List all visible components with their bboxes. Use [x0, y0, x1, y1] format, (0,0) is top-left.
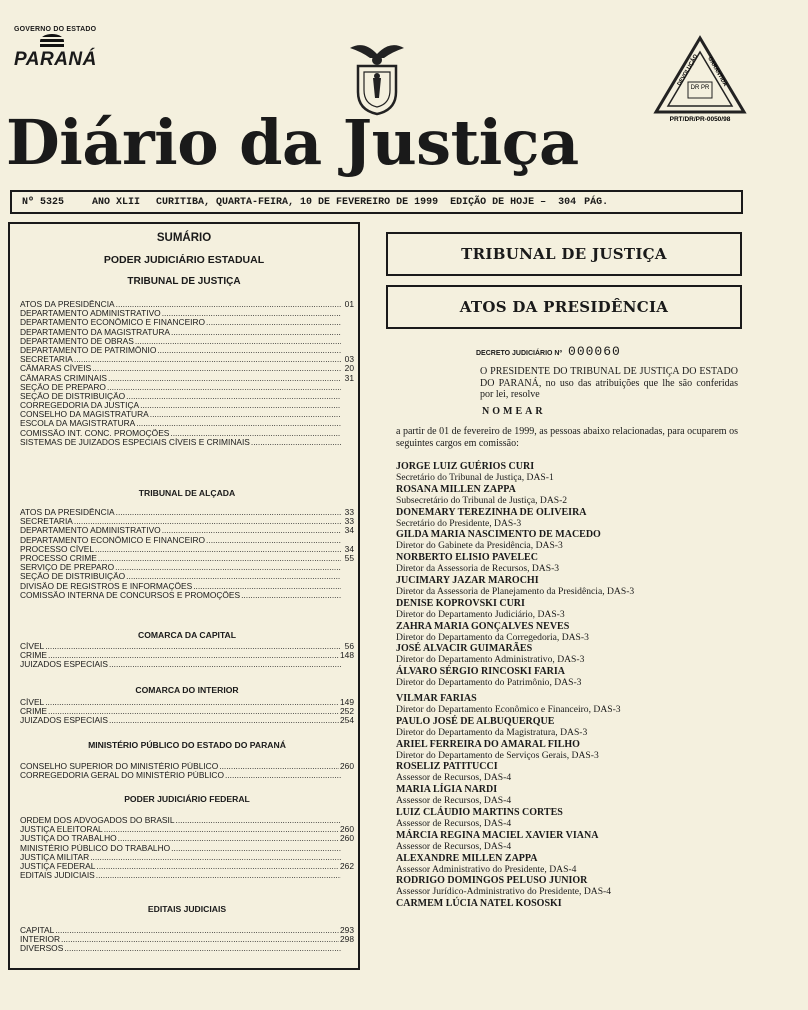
section-box-tribunal: TRIBUNAL DE JUSTIÇA [386, 232, 742, 276]
power-heading: PODER JUDICIÁRIO ESTADUAL [103, 254, 265, 266]
toc-label: ATOS DA PRESIDÊNCIA [20, 508, 115, 517]
toc-label: CÂMARAS CÍVEIS [20, 364, 92, 374]
toc-leader [45, 642, 341, 651]
toc-label: DEPARTAMENTO ADMINISTRATIVO [20, 309, 161, 319]
toc-row [20, 871, 354, 880]
toc-label: DIVERSOS [20, 944, 64, 954]
decree-intro: O PRESIDENTE DO TRIBUNAL DE JUSTIÇA DO ESTADO DO PARANÁ, no uso das atribuições que lhe são conferidas por lei, resolve [480, 366, 738, 400]
toc-page [342, 429, 354, 438]
toc-row [20, 328, 354, 337]
toc-leader [107, 383, 341, 392]
toc-leader [170, 429, 341, 438]
toc-leader [90, 853, 341, 862]
toc-row [20, 508, 354, 517]
toc-leader [61, 935, 339, 944]
appointee-name: ROSELIZ PATITUCCI [396, 761, 498, 773]
appointee-name: LUIZ CLÁUDIO MARTINS CORTES [396, 806, 563, 818]
toc-leader [162, 526, 341, 535]
toc-row [20, 563, 354, 572]
toc-leader [140, 401, 341, 410]
toc-page: 55 [344, 553, 354, 563]
toc-leader [45, 698, 339, 707]
toc-row [20, 582, 354, 591]
appointee-name: ZAHRA MARIA GONÇALVES NEVES [396, 620, 570, 632]
toc-page: 293 [340, 926, 354, 935]
toc-leader [150, 410, 341, 419]
toc-page [342, 563, 354, 572]
toc-row [20, 355, 354, 364]
toc-leader [136, 419, 341, 428]
appointee-role: Diretor do Departamento Judiciário, DAS-3 [396, 608, 565, 620]
toc-leader [225, 771, 341, 780]
toc-page: 34 [344, 544, 354, 554]
toc-page [342, 944, 354, 953]
toc-row [20, 517, 354, 526]
toc-label: SEÇÃO DE DISTRIBUIÇÃO [20, 391, 126, 401]
toc-row [20, 816, 354, 825]
toc-row [20, 309, 354, 318]
toc-label: JUIZADOS ESPECIAIS [20, 716, 108, 726]
toc-label: COMISSÃO INTERNA DE CONCURSOS E PROMOÇÕES [20, 590, 241, 600]
gov-label: GOVERNO DO ESTADO [14, 26, 97, 33]
toc-row [20, 762, 354, 771]
toc-leader [95, 545, 341, 554]
appointee-name: DENISE KOPROVSKI CURI [396, 597, 525, 609]
appointee-role: Secretário do Tribunal de Justiça, DAS-1 [396, 472, 554, 483]
toc-row [20, 401, 354, 410]
toc-label: CONSELHO SUPERIOR DO MINISTÉRIO PÚBLICO [20, 762, 219, 771]
toc-label: SISTEMAS DE JUIZADOS ESPECIAIS CÍVEIS E CRIMINAIS [20, 437, 250, 447]
toc-leader [116, 300, 341, 309]
appointee-role: Assessor de Recursos, DAS-4 [396, 840, 512, 852]
seal-top-text: DEVOLUÇÃO [676, 53, 700, 87]
toc-page: 298 [340, 935, 354, 945]
capital-heading: COMARCA DA CAPITAL [137, 630, 237, 640]
summary-title: SUMÁRIO [156, 232, 212, 244]
toc-label: CORREGEDORIA DA JUSTIÇA [20, 401, 140, 411]
toc-row [20, 374, 354, 383]
toc-leader [64, 944, 341, 953]
toc-leader [116, 508, 341, 517]
appointee-name: JORGE LUIZ GUÉRIOS CURI [396, 461, 535, 472]
appointee-name: GILDA MARIA NASCIMENTO DE MACEDO [396, 529, 601, 541]
toc-label: JUIZADOS ESPECIAIS [20, 660, 108, 670]
toc-page [342, 383, 354, 392]
toc-capital [20, 642, 354, 670]
toc-row [20, 438, 354, 447]
toc-label: DEPARTAMENTO DE OBRAS [20, 336, 134, 346]
toc-row [20, 642, 354, 651]
toc-page: 01 [344, 300, 354, 309]
toc-page: 56 [344, 642, 354, 651]
toc-label: SEÇÃO DE PREPARO [20, 382, 106, 392]
toc-leader [109, 716, 339, 725]
toc-page [342, 438, 354, 447]
toc-label: JUSTIÇA MILITAR [20, 852, 90, 862]
toc-row [20, 429, 354, 438]
toc-leader [219, 762, 339, 771]
government-logo [14, 26, 104, 71]
toc-page [342, 572, 354, 581]
toc-page [342, 591, 354, 600]
section-box-atos: ATOS DA PRESIDÊNCIA [386, 285, 742, 329]
toc-leader [96, 862, 339, 871]
toc-label: DIVISÃO DE REGISTROS E INFORMAÇÕES [20, 581, 193, 591]
toc-label: SECRETARIA [20, 517, 73, 527]
toc-leader [171, 844, 341, 853]
appointee-role: Diretor da Assessoria de Recursos, DAS-3 [396, 563, 560, 575]
toc-leader [176, 816, 341, 825]
toc-label: MINISTÉRIO PÚBLICO DO TRABALHO [20, 843, 171, 853]
toc-label: ESCOLA DA MAGISTRATURA [20, 419, 136, 429]
toc-leader [48, 651, 339, 660]
toc-page: 34 [344, 526, 354, 536]
summary-box [8, 222, 360, 970]
appointee-name: ARIEL FERREIRA DO AMARAL FILHO [396, 738, 580, 750]
toc-page: 260 [340, 762, 354, 771]
toc-label: DEPARTAMENTO DA MAGISTRATURA [20, 327, 170, 337]
toc-row [20, 707, 354, 716]
page-count: 304 [558, 196, 577, 208]
toc-leader [241, 591, 341, 600]
toc-page: 03 [344, 355, 354, 365]
toc-label: COMISSÃO INT. CONC. PROMOÇÕES [20, 428, 170, 438]
appointee-role: Assessor Jurídico-Administrativo do Presidente, DAS-4 [396, 886, 612, 898]
toc-page [342, 392, 354, 401]
mp-heading: MINISTÉRIO PÚBLICO DO ESTADO DO PARANÁ [88, 740, 286, 750]
toc-row [20, 944, 354, 953]
toc-row [20, 651, 354, 660]
toc-page: 20 [344, 364, 354, 374]
toc-label: JUSTIÇA FEDERAL [20, 861, 96, 871]
toc-page [342, 328, 354, 337]
appointee-role: Diretor da Assessoria de Planejamento da Presidência, DAS-3 [396, 585, 635, 597]
alcada-heading: TRIBUNAL DE ALÇADA [138, 488, 236, 498]
toc-tj [20, 300, 354, 447]
decree-header [476, 344, 621, 359]
toc-row [20, 318, 354, 327]
appointee-name: ALEXANDRE MILLEN ZAPPA [396, 852, 538, 864]
toc-page [342, 536, 354, 545]
seal-bottom-text: PRT/DR/PR-0050/98 [669, 116, 731, 123]
toc-page: 33 [344, 517, 354, 527]
toc-label: CAPITAL [20, 926, 55, 935]
editais-heading: EDITAIS JUDICIAIS [147, 904, 227, 914]
toc-label: EDITAIS JUDICIAIS [20, 871, 95, 881]
toc-page: 148 [340, 651, 354, 661]
toc-leader [118, 834, 339, 843]
toc-row [20, 844, 354, 853]
toc-label: DEPARTAMENTO ECONÔMICO E FINANCEIRO [20, 318, 206, 328]
issue-year: ANO XLII [92, 196, 141, 208]
toc-leader [96, 871, 341, 880]
toc-page [342, 582, 354, 591]
toc-leader [109, 660, 341, 669]
appointee-role: Subsecretário do Tribunal de Justiça, DAS-2 [396, 494, 568, 506]
toc-row [20, 383, 354, 392]
edition-label: EDIÇÃO DE HOJE – [450, 196, 547, 208]
appointee-role: Assessor de Recursos, DAS-4 [396, 772, 512, 784]
appointments-list [396, 462, 740, 909]
toc-leader [74, 517, 341, 526]
appointee-name: CARMEM LÚCIA NATEL KOSOSKI [396, 898, 562, 910]
toc-page: 262 [340, 861, 354, 871]
toc-page [342, 816, 354, 825]
toc-leader [126, 392, 341, 401]
toc-page [342, 853, 354, 862]
toc-page [342, 309, 354, 318]
toc-row [20, 926, 354, 935]
toc-page [342, 401, 354, 410]
appointee-role: Diretor do Gabinete da Presidência, DAS-3 [396, 540, 563, 552]
toc-leader [206, 318, 341, 327]
toc-label: INTERIOR [20, 935, 61, 945]
flag-mark-icon [40, 34, 64, 48]
toc-row [20, 410, 354, 419]
toc-page [342, 844, 354, 853]
federal-heading: PODER JUDICIÁRIO FEDERAL [124, 794, 250, 804]
toc-leader [74, 355, 341, 364]
toc-label: CRIME [20, 651, 47, 661]
appointee-role: Diretor do Departamento Econômico e Financeiro, DAS-3 [396, 703, 621, 715]
decree-paragraph: a partir de 01 de fevereiro de 1999, as pessoas abaixo relacionadas, para ocuparem os seguintes cargos em comissão: [396, 426, 738, 449]
toc-page: 149 [340, 698, 354, 707]
toc-label: JUSTIÇA ELEITORAL [20, 825, 103, 835]
toc-label: DEPARTAMENTO ADMINISTRATIVO [20, 526, 161, 536]
appointee-name: NORBERTO ELISIO PAVELEC [396, 552, 538, 564]
toc-leader [98, 554, 341, 563]
toc-leader [92, 364, 341, 373]
dateline-bar [10, 190, 743, 214]
court-heading: TRIBUNAL DE JUSTIÇA [127, 276, 241, 287]
decree-number: 000060 [568, 344, 621, 359]
appointee-name: PAULO JOSÉ DE ALBUQUERQUE [396, 715, 555, 727]
appointee-name: JOSÉ ALVACIR GUIMARÃES [396, 643, 533, 655]
toc-page [342, 660, 354, 669]
masthead-title: Diário da Justiça [6, 106, 579, 179]
toc-row [20, 300, 354, 309]
appointee-role: Diretor do Departamento da Corregedoria, DAS-3 [396, 631, 589, 643]
toc-row [20, 346, 354, 355]
toc-alcada [20, 508, 354, 600]
toc-label: ATOS DA PRESIDÊNCIA [20, 300, 115, 309]
toc-label: CRIME [20, 707, 47, 717]
toc-row [20, 660, 354, 669]
toc-label: PROCESSO CRIME [20, 553, 97, 563]
toc-leader [135, 337, 341, 346]
appointee-role: Assessor de Recursos, DAS-4 [396, 795, 512, 807]
toc-row [20, 545, 354, 554]
appointee-name: JUCIMARY JAZAR MAROCHI [396, 574, 539, 586]
appointee-name: MARIA LÍGIA NARDI [396, 784, 498, 796]
toc-row [20, 392, 354, 401]
toc-page [342, 337, 354, 346]
toc-leader [48, 707, 339, 716]
toc-federal [20, 816, 354, 880]
toc-row [20, 419, 354, 428]
toc-leader [251, 438, 341, 447]
toc-label: SECRETARIA [20, 355, 73, 365]
toc-row [20, 935, 354, 944]
appointee-role: Assessor de Recursos, DAS-4 [396, 817, 512, 829]
toc-label: SERVIÇO DE PREPARO [20, 563, 115, 573]
toc-label: CÍVEL [20, 698, 45, 707]
decree-label: DECRETO JUDICIÁRIO Nº [476, 350, 563, 357]
seal-right-text: GARANTIDA [706, 56, 728, 88]
toc-leader [193, 582, 341, 591]
appointee-role: Diretor do Departamento da Magistratura, DAS-3 [396, 726, 588, 738]
appointee-name: MÁRCIA REGINA MACIEL XAVIER VIANA [396, 829, 599, 841]
nomear-heading: NOMEAR [482, 406, 546, 417]
toc-row [20, 554, 354, 563]
toc-label: ORDEM DOS ADVOGADOS DO BRASIL [20, 816, 175, 825]
postal-seal-icon [652, 34, 748, 124]
toc-row [20, 536, 354, 545]
appointee-role: Assessor Administrativo do Presidente, DAS-4 [396, 863, 577, 875]
toc-label: CÍVEL [20, 642, 45, 651]
toc-leader [55, 926, 339, 935]
toc-row [20, 591, 354, 600]
toc-editais [20, 926, 354, 954]
toc-page: 260 [340, 825, 354, 835]
appointee-name: DONEMARY TEREZINHA DE OLIVEIRA [396, 506, 587, 518]
toc-leader [171, 328, 341, 337]
toc-page: 260 [340, 834, 354, 844]
toc-interior [20, 698, 354, 726]
toc-leader [126, 572, 341, 581]
toc-page [342, 419, 354, 428]
seal-center-text: DR PR [690, 85, 710, 91]
toc-leader [162, 309, 341, 318]
toc-row [20, 825, 354, 834]
appointee-role: Diretor do Departamento do Patrimônio, DAS-3 [396, 677, 582, 689]
appointee-role: Diretor do Departamento Administrativo, DAS-3 [396, 654, 585, 666]
toc-label: CORREGEDORIA GERAL DO MINISTÉRIO PÚBLICO [20, 771, 224, 781]
toc-label: DEPARTAMENTO DE PATRIMÔNIO [20, 345, 157, 355]
toc-label: SEÇÃO DE DISTRIBUIÇÃO [20, 572, 126, 582]
toc-page: 33 [344, 508, 354, 517]
state-name: PARANÁ [14, 49, 97, 70]
toc-leader [104, 825, 339, 834]
toc-page: 254 [340, 716, 354, 726]
toc-row [20, 716, 354, 725]
toc-row [20, 698, 354, 707]
toc-leader [108, 374, 341, 383]
appointee-name: ROSANA MILLEN ZAPPA [396, 483, 516, 495]
toc-row [20, 853, 354, 862]
toc-row [20, 526, 354, 535]
toc-row [20, 834, 354, 843]
appointee-role: Diretor do Departamento de Serviços Gerais, DAS-3 [396, 749, 599, 761]
toc-page [342, 871, 354, 880]
toc-row [20, 771, 354, 780]
toc-page [342, 410, 354, 419]
appointee-name: RODRIGO DOMINGOS PELUSO JUNIOR [396, 875, 588, 887]
toc-page [342, 346, 354, 355]
toc-leader [206, 536, 341, 545]
toc-mp [20, 762, 354, 780]
toc-label: JUSTIÇA DO TRABALHO [20, 834, 117, 844]
issue-date: CURITIBA, QUARTA-FEIRA, 10 DE FEVEREIRO DE 1999 [156, 196, 439, 208]
toc-leader [115, 563, 341, 572]
toc-label: PROCESSO CÍVEL [20, 544, 95, 554]
appointee-name: ÁLVARO SÉRGIO RINCOSKI FARIA [396, 666, 566, 678]
pages-label: PÁG. [584, 196, 609, 208]
issue-number: Nº 5325 [22, 196, 65, 208]
toc-row [20, 572, 354, 581]
toc-page: 252 [340, 707, 354, 717]
toc-leader [157, 346, 341, 355]
toc-label: DEPARTAMENTO ECONÔMICO E FINANCEIRO [20, 535, 206, 545]
toc-page: 31 [344, 373, 354, 383]
toc-row [20, 337, 354, 346]
toc-label: CONSELHO DA MAGISTRATURA [20, 410, 149, 420]
appointee-role: Secretário do Presidente, DAS-3 [396, 517, 522, 529]
toc-label: CÂMARAS CRIMINAIS [20, 373, 108, 383]
toc-page [342, 318, 354, 327]
toc-row [20, 364, 354, 373]
toc-row [20, 862, 354, 871]
appointee-name: VILMAR FARIAS [396, 692, 477, 704]
toc-page [342, 771, 354, 780]
interior-heading: COMARCA DO INTERIOR [135, 685, 239, 695]
